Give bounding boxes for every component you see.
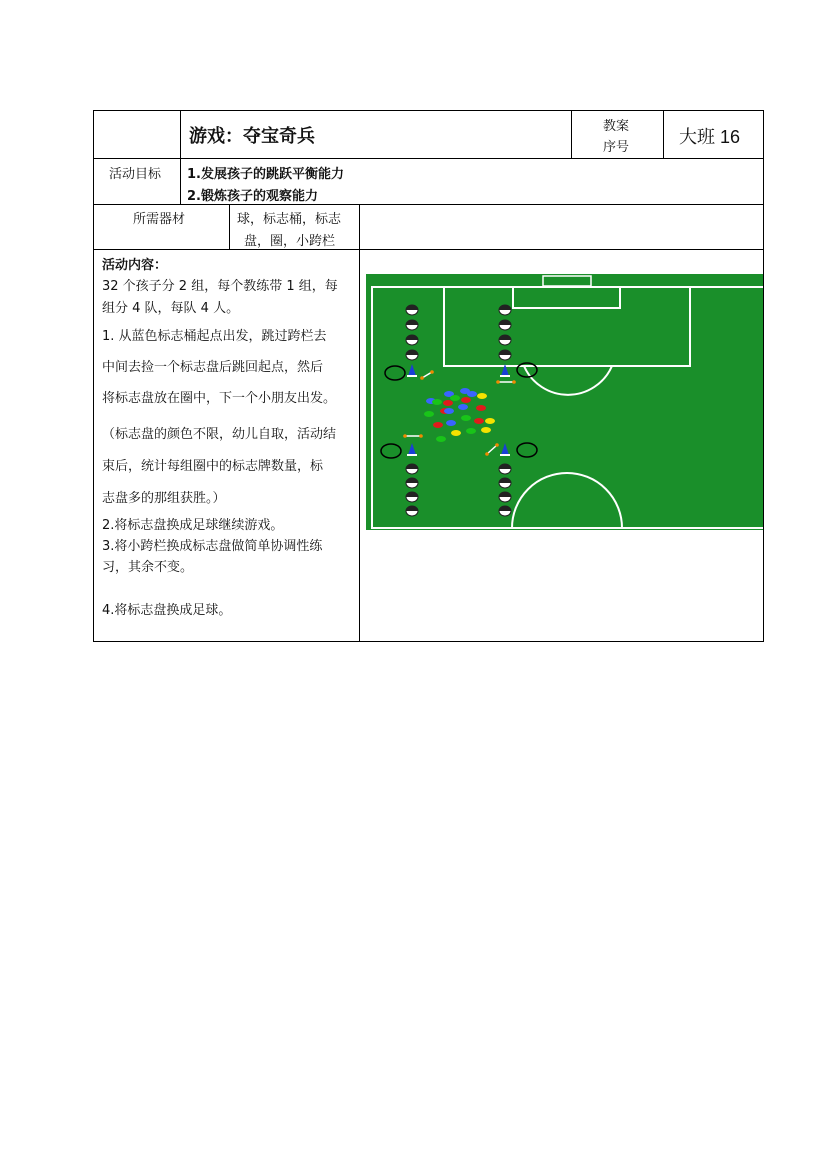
- disc-green: [436, 436, 446, 442]
- pitch-grass: [366, 274, 763, 530]
- disc-yellow: [477, 393, 487, 399]
- player-icon: [406, 464, 418, 474]
- disc-yellow: [485, 418, 495, 424]
- table-bottom-border: [93, 641, 764, 642]
- row2-divider: [180, 158, 181, 205]
- content-divider: [359, 204, 360, 642]
- content-p1-line2: 组分 4 队，每队 4 人。: [102, 301, 240, 316]
- disc-blue: [467, 391, 477, 397]
- plan-no-label-2: 序号: [603, 140, 630, 155]
- disc-yellow: [451, 430, 461, 436]
- player-icon: [499, 305, 511, 315]
- content-p3-line2: 束后，统计每组圈中的标志牌数量，标: [102, 459, 324, 474]
- content-p2-line1: 1. 从蓝色标志桶起点出发，跳过跨栏去: [102, 329, 327, 344]
- disc-green: [432, 399, 442, 405]
- row1-divider-3: [663, 110, 664, 159]
- table-right-border: [763, 110, 764, 642]
- disc-red: [476, 405, 486, 411]
- row1-divider-1: [180, 110, 181, 159]
- row3-border: [93, 249, 764, 250]
- disc-blue: [458, 404, 468, 410]
- content-p3-line1: （标志盘的颜色不限，幼儿自取，活动结: [102, 427, 337, 442]
- player-icon: [499, 320, 511, 330]
- player-icon: [499, 478, 511, 488]
- disc-yellow: [481, 427, 491, 433]
- player-icon: [406, 305, 418, 315]
- player-icon: [406, 320, 418, 330]
- content-p2-line2: 中间去捡一个标志盘后跳回起点，然后: [102, 360, 324, 375]
- content-p5-line1: 3.将小跨栏换成标志盘做简单协调性练: [102, 539, 323, 554]
- player-icon: [499, 464, 511, 474]
- player-icon: [499, 350, 511, 360]
- page-title: 游戏：夺宝奇兵: [189, 126, 315, 147]
- content-p2-line3: 将标志盘放在圈中，下一个小朋友出发。: [102, 391, 337, 406]
- row1-divider-2: [571, 110, 572, 159]
- equipment-line-2: 盘，圈，小跨栏: [244, 234, 336, 249]
- plan-no-value: 大班 16: [679, 127, 741, 147]
- player-icon: [406, 478, 418, 488]
- player-icon: [406, 492, 418, 502]
- plan-no-label-1: 教案: [603, 119, 630, 134]
- content-p3-line3: 志盘多的那组获胜。）: [102, 491, 226, 506]
- player-icon: [406, 350, 418, 360]
- equipment-line-1: 球，标志桶，标志: [237, 212, 342, 227]
- row2-border: [93, 204, 764, 205]
- disc-red: [474, 418, 484, 424]
- goals-label: 活动目标: [109, 167, 162, 182]
- disc-green: [450, 395, 460, 401]
- player-icon: [499, 492, 511, 502]
- row3-divider-1: [229, 204, 230, 250]
- disc-green: [461, 415, 471, 421]
- player-icon: [406, 506, 418, 516]
- content-p4: 2.将标志盘换成足球继续游戏。: [102, 518, 284, 533]
- disc-green: [424, 411, 434, 417]
- equipment-label: 所需器材: [133, 212, 186, 227]
- disc-red: [443, 400, 453, 406]
- disc-blue: [444, 408, 454, 414]
- content-p1-line1: 32 个孩子分 2 组，每个教练带 1 组，每: [102, 279, 338, 294]
- content-p6: 4.将标志盘换成足球。: [102, 603, 232, 618]
- pitch-diagram: [366, 274, 763, 530]
- disc-red: [461, 397, 471, 403]
- disc-blue: [446, 420, 456, 426]
- content-heading: 活动内容：: [102, 258, 168, 273]
- player-icon: [406, 335, 418, 345]
- disc-green: [466, 428, 476, 434]
- player-icon: [499, 335, 511, 345]
- goal-item-1: 1.发展孩子的跳跃平衡能力: [187, 167, 344, 182]
- disc-red: [433, 422, 443, 428]
- player-icon: [499, 506, 511, 516]
- content-p5-line2: 习，其余不变。: [102, 560, 194, 575]
- goal-item-2: 2.锻炼孩子的观察能力: [187, 189, 318, 204]
- table-left-border: [93, 110, 94, 642]
